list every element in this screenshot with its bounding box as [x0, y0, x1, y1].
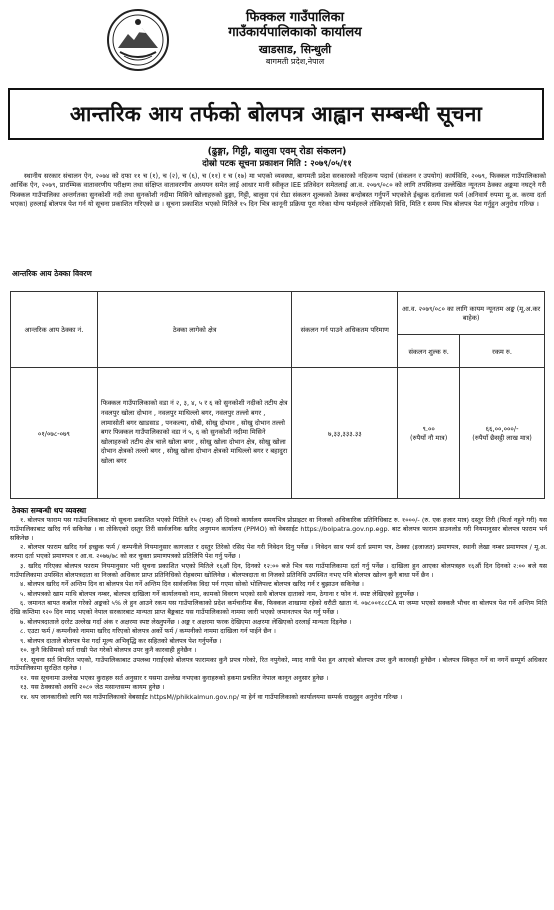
notice-title-banner	[8, 88, 544, 140]
list-item: १२. यस सूचनामा उल्लेख भएका कुराहरु सर्त अनुसार र यसमा उल्लेख नभएका कुराहरुको हकमा प्रचलित नेपाल कानून अनुसार हुनेछ ।	[20, 673, 329, 682]
office-name-block	[190, 10, 400, 67]
list-item: ४. बोलपत्र खरिद गर्ने अन्तिम दिन वा बोलपत्र पेश गर्ने अन्तिम दिन सार्वजनिक विदा पर्न गएमा सोको भोलिपल्ट बोलपत्र खरिद गर्न र बुझाउन सकिनेछ ।	[20, 580, 364, 589]
contract-table-heading: आन्तरिक आय ठेक्का विवरण	[12, 269, 92, 278]
notice-subtitle: (ढुङ्गा, गिट्टी, बालुवा एवम् रोडा संकलन)	[207, 146, 347, 157]
list-item: ७. बोलपत्रदाताले दररेट उल्लेख गर्दा अंक र अक्षरमा स्पष्ट लेख्नुपर्नेछ । अङ्क र अक्षरमा फरक देखिएमा अक्षरमा लेखिएको दरलाई मान्यता दिइनेछ ।	[20, 617, 352, 626]
cell-area: फिक्कल गाउँपालिकाको वडा नं २, ३, ४, ५ र ६ को सुनकोशी नदीको तटीय क्षेत्र नवलपुर खोला दोभान , नवलपुर माथिल्लो बगर, नवलपुर तल्लो बगर , लामासोती बगर खाडसाड , पनकल्या, धोबी, सोखु दोभान , सोखु दोभान तल्लो बगर फिक्कल गाउँपालिकाको वडा नं ५, ६ को सुनकोशी नदीमा मिसिने खोलाहरुको तटीय क्षेत्र चाले खोला बगर , सोखु खोला दोभान क्षेत्र, सोखु खोला दोभान क्षेत्रको तल्लो बगर , सोखु खोला दोभान क्षेत्रको माथिल्लो बगर र बहादुरा खोला बगर	[97, 368, 292, 499]
contract-table	[10, 291, 545, 499]
cell-amount	[460, 368, 545, 499]
office-header	[0, 4, 554, 86]
fee-note: (रुपैयाँ नौ मात्र)	[410, 434, 448, 442]
government-emblem-icon	[106, 8, 170, 72]
th-area: ठेक्का लागेको क्षेत्र	[97, 292, 292, 368]
list-item: ३. खरिद गरिएका बोलपत्र फाराम नियमानुसार भरी सूचना प्रकाशित भएको मितिले १६औं दिन, दिनको १२:०० बजे भित्र यस गाउँपालिकामा दर्ता गर्नु पर्नेछ । दाखिला हुन आएका बोलपत्रहरु १६औं दिन दिनको २:०० बजे यस गाउँपालिकामा उपस्थित बोलपत्रदाता वा निजको अधिकार प्राप्त प्रतिनिधिको रोहबरमा खोलिनेछ । बोलपत्रदाता वा निजको प्रतिनिधि उपस्थित नभए पनि बोलपत्र खोल्न कुनै बाधा पर्ने छैन ।	[10, 561, 547, 579]
cell-contract-no: ०१/०७८-०७९	[11, 368, 98, 499]
list-item: ६. जमानत बापत कबोल गरेको अङ्कको ५% ले हुन आउने रकम यस गाउँपालिकाको प्रदेश कर्मचारीमा बैंक, फिक्कल शाखामा रहेको धरौटी खाता नं. ०७८००१८८CA मा जम्मा भएको सक्कलै भौचर वा बोलपत्र पेश गर्ने अन्तिम मिति देखि कम्तिमा १२० दिन म्याद भएको नेपाल सरकारबाट मान्यता प्राप्त बैङ्कबाट यस गाउँपालिकाको नाममा जारी भएको जमानतपत्र पेश गर्नु पर्नेछ ।	[10, 599, 547, 617]
fee-value: ९.००	[422, 425, 435, 433]
list-item: ९. बोलपत्र दाताले बोलपत्र पेश गर्दा मूल्य अभिवृद्धि कर सहितको बोलपत्र पेश गर्नुपर्नेछ ।	[20, 636, 222, 645]
th-amount: रकम रु.	[460, 335, 545, 368]
th-quantity: संकलन गर्न पाउने अधिकतम परिमाण	[292, 292, 398, 368]
amount-note: (रुपैयाँ छैसट्ठी लाख मात्र)	[472, 434, 532, 442]
table-header-row	[11, 292, 545, 335]
office-line2: गाउँकार्यपालिकाको कार्यालय	[228, 25, 362, 40]
list-item: १४. थप जानकारीको लागि यस गाउँपालिकाको वेबसाईट httpsM//phikkalmun.gov.np/ मा हेर्न वा गाउँपालिकाको कार्यालयमा सम्पर्क राख्नुहुन अनुरोध गरिन्छ ।	[20, 692, 403, 701]
list-item: १. बोलपत्र फाराम यस गाउँपालिकाबाट यो सूचना प्रकाशित भएको मितिले १५ (पन्ध्र) औं दिनको कार्यालय समयभित्र प्रोप्राइटर वा निजको अधिकारिक प्रतिनिधिबाट रु. १०००/- (रु. एक हजार मात्र) दस्तुर तिरी (फिर्ता नहुने गरी) यस गाउँपालिकाबाट खरिद गर्न सकिनेछ । वा तोकिएको दस्तुर तिरी सार्वजनिक खरिद अनुगमन कार्यालय (PPMO) को वेबसाईट https://bolpatra.gov.np.egp. बाट बोलपत्र फाराम डाउनलोड गरी नियमानुसार बोलपत्र फाराम भर्न सकिनेछ ।	[10, 516, 547, 542]
list-item: १०. कुनै किसिमको सर्त राखी पेश गरेको बोलपत्र उपर कुनै कारवाही हुनेछैन ।	[20, 646, 197, 655]
office-province: बागमती प्रदेश,नेपाल	[265, 57, 325, 66]
office-location: खाडसाड, सिन्धुली	[258, 43, 332, 56]
list-item: १३. यस ठेक्काको अवधि २०८० जेठ मसान्तसम्म कायम हुनेछ ।	[20, 683, 165, 692]
th-min-amount: आ.व. २०७९/०८० का लागि कायम न्यूनतम अङ्क (मू.अ.कर बाहेक)	[398, 292, 545, 335]
list-item: २. बोलपत्र फाराम खरिद गर्न इच्छुक फर्म / कम्पनीले नियमानुसार कागजात र दस्तुर तिरेको रसिद पेश गरी निवेदन दिनु पर्नेछ । निवेदन साथ फर्म दर्ता प्रमाण पत्र, ठेक्का (इजाजत) प्रमाणपत्र, स्थानी लेखा नम्बर प्रमाणपत्र / मू.अ. करमा दर्ता भएको प्रमाणपत्र र आ.व. २०७७/७८ को कर चुक्ता प्रमाणपत्रको प्रतिलिपि पेश गर्नु पर्नेछ ।	[10, 543, 547, 561]
notice-title: आन्तरिक आय तर्फको बोलपत्र आह्वान सम्बन्धी सूचना	[69, 102, 483, 126]
office-line1: फिक्कल गाउँपालिका	[246, 10, 344, 25]
th-contract-no: आन्तरिक आय ठेक्का नं.	[11, 292, 98, 368]
notice-intro	[10, 172, 546, 210]
table-row	[11, 368, 545, 499]
cell-quantity: ७,३३,३३३.३३	[292, 368, 398, 499]
cell-fee	[398, 368, 460, 499]
terms-heading: ठेक्का सम्बन्धी थप व्यवस्था	[12, 506, 87, 515]
list-item: ५. बोलपत्रको खाम माथि बोलपत्र नम्बर, बोलपत्र दाखिला गर्ने कार्यालयको नाम, कामको विवरण भएको साथै बोलपत्र दाताको नाम, ठेगाना र फोन नं. स्पष्ट लेखिएको हुनुपर्नेछ ।	[20, 589, 419, 598]
intro-paragraph: स्थानीय सरकार संचालन ऐन, २०७४ को दफा ११ च (१), च (२), च (६), च (११) र च (१७) मा भएको व्यवस्था, बागमती प्रदेश सरकारको नदिजन्य पदार्थ (संकलन र उपयोग) कार्यविधि, २०७९, फिक्कल गाउँपालिकाको आर्थिक ऐन, २०७९, प्रारम्भिक वातावरणीय परीक्षण तथा संक्षिप्त वातावरणीय अध्ययन समेत लाई आधार मानी स्वीकृत IEE प्रतिवेदन समेतलाई आ.व. २०७९/०८० को लागि तपसिलमा उल्लेखित न्यूनतम ठेक्का अङ्कमा नघट्ने गरी फिक्कल गाउँपालिका अन्तर्गतका सुनकोशी नदी तथा सुनकोशी नदीमा मिसिने खोलाहरुको ढुङ्गा, गिट्टी, बालुवा एवं रोडा संकलन शुल्कको ठेक्का बन्दोबस्त गर्नुपर्ने भएकोले ईच्छुक दर्तावाला फर्म (अनिवार्य रुपमा मू.अ. करमा दर्ता भएका) हरुलाई बोलपत्र पेश गर्न यो सूचना प्रकाशित गरिएको छ । सूचना प्रकाशित भएको मितिले १५ दिन भित्र कानूनी प्रक्रिया पूरा गरेका योग्य फर्महरुले तोकिएको विधि, मिति र समय भित्र बोलपत्र पेश गर्नुहुन अनुरोध गरिन्छ ।	[10, 172, 546, 209]
list-item: ११. सूचना सर्त विपरित भएको, गाउँपालिकाबाट उपलब्ध गराईएको बोलपत्र फारामका कुनै प्रपत्र गरेको, रित नपुगेको, म्याद नाघी पेश हुन आएको बोलपत्र उपर कुनै कारवाही हुनेछैन । बोलपत्र स्विकृत गर्ने वा नगर्ने सम्पूर्ण अधिकार गाउँपालिकामा सुरक्षित रहनेछ ।	[10, 655, 547, 673]
list-item: ८. एउटा फर्म / कम्पनीको नाममा खरिद गरिएको बोलपत्र अर्को फर्म / कम्पनीको नाममा दाखिला गर्न पाईने छैन ।	[20, 627, 276, 636]
th-fee: संकलन शुल्क रु.	[398, 335, 460, 368]
publish-date: दोस्रो पटक सूचना प्रकाशन मिति : २०७९/०५/११	[202, 159, 352, 169]
amount-value: ६६,००,०००/-	[485, 425, 519, 433]
terms-list	[10, 516, 547, 702]
